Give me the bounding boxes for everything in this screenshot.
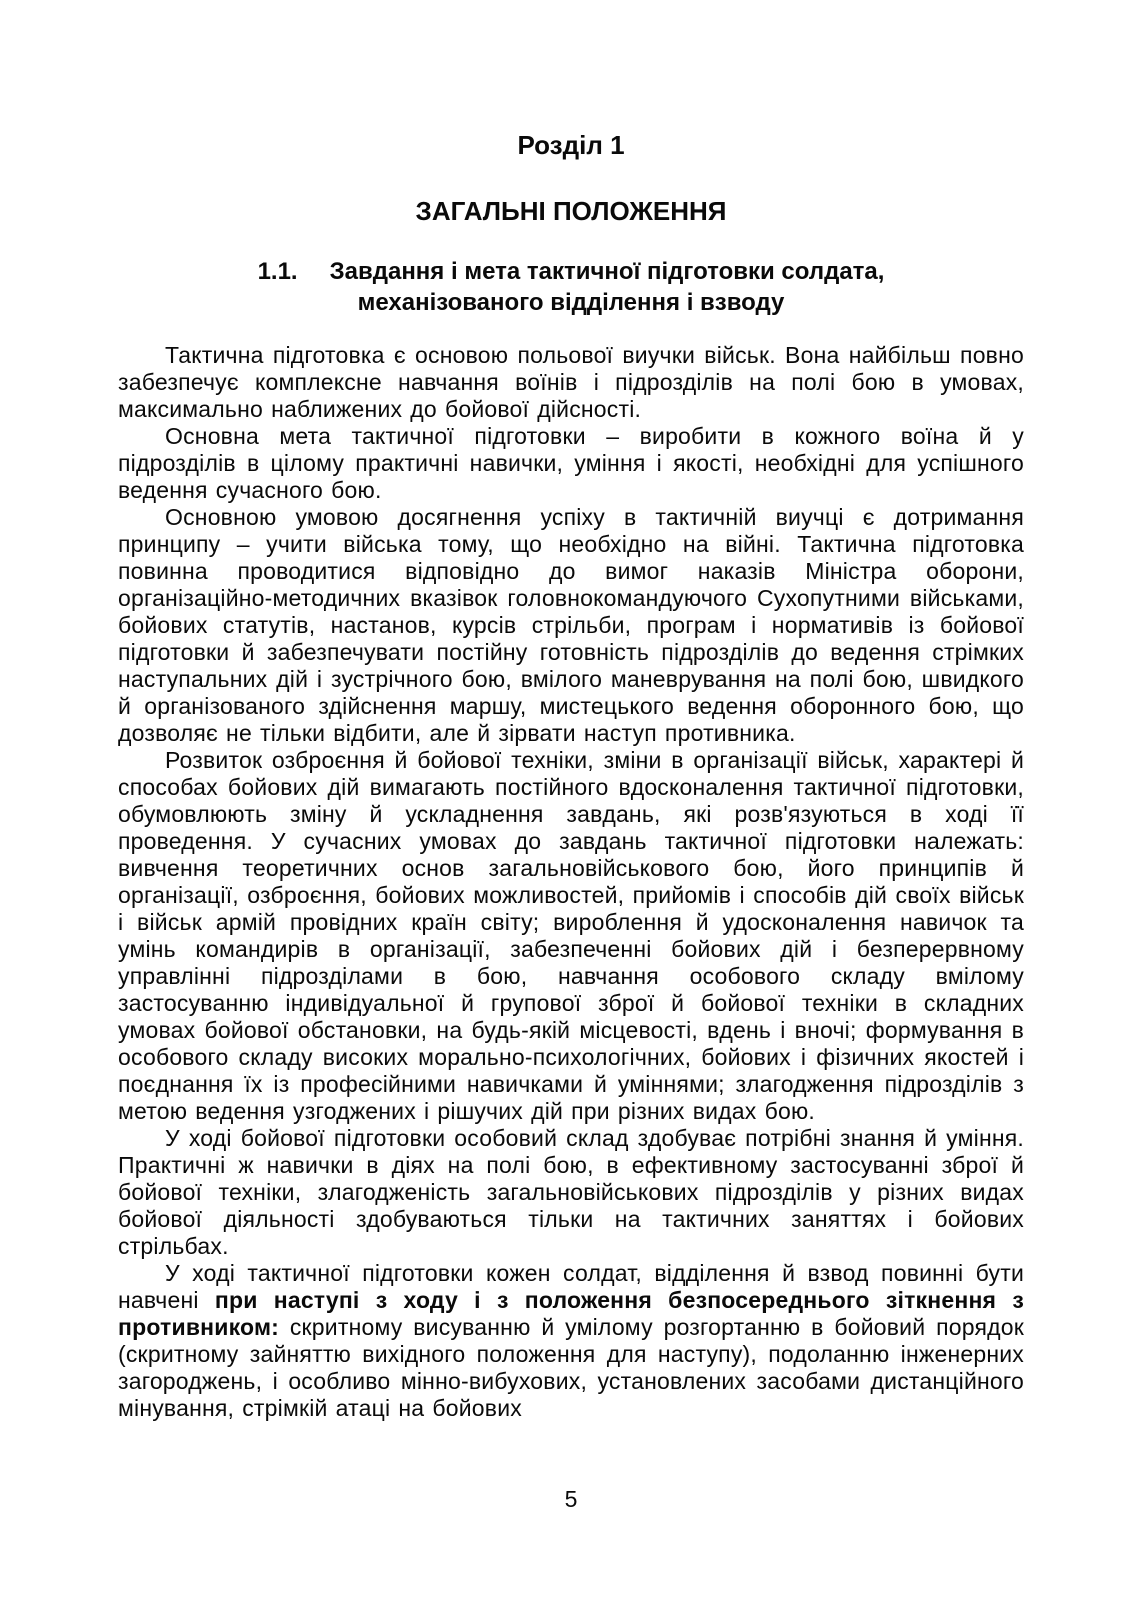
paragraph-5: У ході бойової підготовки особовий склад здобуває потрібні знання й уміння. Практичні ж навички в діях на полі бою, в ефективному застосуванні зброї й бойової техніки, злагодженість загальновійськових підрозділів у різних видах бойової діяльності здобуваються тільки на тактичних заняттях і бойових стрільбах. [118,1125,1024,1259]
paragraph-4: Розвиток озброєння й бойової техніки, зміни в організації військ, характері й способах бойових дій вимагають постійного вдосконалення тактичної підготовки, обумовлюють зміну й ускладнення завдань, які розв'язуються в ході її проведення. У сучасних умовах до завдань тактичної підготовки належать: вивчення теоретичних основ загальновійськового бою, його принципів й організації, озброєння, бойових можливостей, прийомів і способів дій своїх військ і військ армій провідних країн світу; вироблення й удосконалення навичок та умінь командирів в організації, забезпеченні бойових дій і безперервному управлінні підрозділами в бою, навчання особового складу вмілому застосуванню індивідуальної й групової зброї й бойової техніки в складних умовах бойової обстановки, на будь-якій місцевості, вдень і вночі; формування в особового складу високих морально-психологічних, бойових і фізичних якостей і поєднання їх із професійними навичками й уміннями; злагодження підрозділів з метою ведення узгоджених і рішучих дій при різних видах бою. [118,747,1024,1124]
paragraph-6-text-continued: скритному висуванню й умілому розгортанню в бойовий порядок (скритному зайняттю вихідного положення для наступу), подоланню інженерних загороджень, і особливо мінно-вибухових, установлених засобами дистанційного мінування, стрімкій атаці на бойових [118,1314,1024,1421]
chapter-heading: Розділ 1 [517,130,625,160]
paragraph-1: Тактична підготовка є основою польової виучки військ. Вона найбільш повно забезпечує комплексне навчання воїнів і підрозділів на полі бою в умовах, максимально наближених до бойової дійсності. [118,342,1024,422]
section-number: 1.1. [257,258,298,285]
section-heading [118,256,1024,318]
paragraph-6-text-start: У ході тактичної підготовки кожен солдат, відділення й взвод повинні бути навчені [118,1260,1024,1313]
section-title-line2: механізованого відділення і взводу [357,289,785,316]
paragraph-6 [118,1260,1024,1422]
body-text [118,342,1024,1422]
section-title-line1: Завдання і мета тактичної підготовки солдата, [329,258,885,285]
page-number: 5 [564,1486,578,1512]
document-title: ЗАГАЛЬНІ ПОЛОЖЕННЯ [415,196,727,226]
paragraph-2: Основна мета тактичної підготовки – виробити в кожного воїна й у підрозділів в цілому практичні навички, уміння і якості, необхідні для успішного ведення сучасного бою. [118,423,1024,503]
paragraph-6-bold-text: при наступі з ходу і з положення безпосереднього зіткнення з противником: [118,1287,1024,1340]
paragraph-3: Основною умовою досягнення успіху в тактичній виучці є дотримання принципу – учити війська тому, що необхідно на війні. Тактична підготовка повинна проводитися відповідно до вимог наказів Міністра оборони, організаційно-методичних вказівок головнокомандуючого Сухопутними військами, бойових статутів, настанов, курсів стрільби, програм і нормативів із бойової підготовки й забезпечувати постійну готовність підрозділів до ведення стрімких наступальних дій і зустрічного бою, вмілого маневрування на полі бою, швидкого й організованого здійснення маршу, мистецького ведення оборонного бою, що дозволяє не тільки відбити, але й зірвати наступ противника. [118,504,1024,746]
